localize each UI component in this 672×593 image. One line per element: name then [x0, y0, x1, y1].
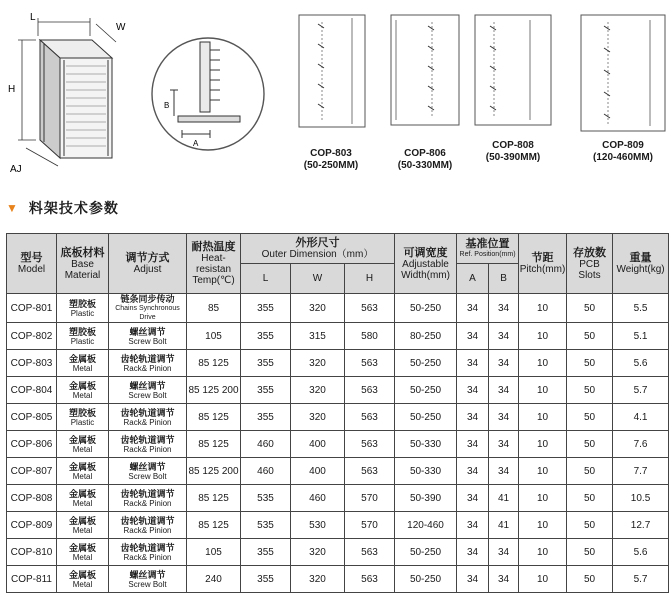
cell-b: 34: [489, 431, 519, 458]
adjust-cn: 齿轮轨道调节: [120, 407, 175, 418]
table-row: [7, 485, 669, 512]
cell-b: 34: [489, 377, 519, 404]
cell-b: 34: [489, 566, 519, 593]
adjust-en: Rack& Pinion: [123, 525, 172, 535]
cell-slots: 50: [567, 350, 613, 377]
cell-slots: 50: [567, 458, 613, 485]
adjust-en: Rack& Pinion: [123, 417, 172, 427]
material-en: Metal: [72, 471, 93, 481]
cell-heat: 85 125: [187, 350, 241, 377]
cell-l: 460: [241, 431, 291, 458]
cell-w: 460: [291, 485, 345, 512]
adjust-en: Rack& Pinion: [123, 552, 172, 562]
adjust-en: Screw Bolt: [128, 579, 167, 589]
cell-pitch: 10: [519, 431, 567, 458]
cell-a: 34: [457, 539, 489, 566]
material-cn: 金属板: [68, 515, 96, 526]
material-en: Metal: [72, 390, 93, 400]
variant-range: (50-390MM): [485, 152, 541, 163]
cell-heat: 105: [187, 323, 241, 350]
table-row: [7, 539, 669, 566]
cell-b: 34: [489, 323, 519, 350]
triangle-down-icon: ▼: [6, 201, 19, 215]
variant-range: (50-250MM): [303, 160, 359, 171]
variant-caption-4: [578, 140, 668, 164]
cell-model: COP-807: [7, 458, 57, 485]
cell-weight: 5.6: [613, 350, 669, 377]
cell-adjust: [109, 485, 187, 512]
material-en: Metal: [72, 363, 93, 373]
header-adjustable-width: 可调宽度 Adjustable Width(mm): [395, 234, 457, 294]
variant-name: COP-806: [404, 148, 446, 159]
cell-a: 34: [457, 431, 489, 458]
cell-h: 563: [345, 377, 395, 404]
cell-heat: 85 125 200: [187, 458, 241, 485]
cell-width: 50-250: [395, 566, 457, 593]
cell-slots: 50: [567, 323, 613, 350]
table-row: [7, 377, 669, 404]
header-pcb-slots: 存放数 PCB Slots: [567, 234, 613, 294]
cell-weight: 4.1: [613, 404, 669, 431]
cell-heat: 85 125: [187, 512, 241, 539]
adjust-en: Screw Bolt: [128, 390, 167, 400]
cell-width: 80-250: [395, 323, 457, 350]
variant-name: COP-809: [602, 140, 644, 151]
table-row: [7, 294, 669, 323]
material-en: Metal: [72, 552, 93, 562]
adjust-en: Rack& Pinion: [123, 363, 172, 373]
material-en: Plastic: [70, 417, 95, 427]
adjust-cn: 螺丝调节: [129, 326, 166, 337]
cell-material: [57, 377, 109, 404]
cell-width: 50-330: [395, 431, 457, 458]
cell-b: 34: [489, 404, 519, 431]
adjust-en: Rack& Pinion: [123, 498, 172, 508]
cell-l: 535: [241, 485, 291, 512]
cell-w: 320: [291, 294, 345, 323]
adjust-cn: 齿轮轨道调节: [120, 515, 175, 526]
cell-material: [57, 566, 109, 593]
material-cn: 塑胶板: [68, 326, 96, 337]
header-heat: 耐热温度 Heat-resistan Temp(℃): [187, 234, 241, 294]
spec-table-body: [7, 294, 669, 593]
header-w: W: [291, 264, 345, 294]
cell-width: 50-250: [395, 350, 457, 377]
cell-l: 355: [241, 539, 291, 566]
adjust-en: Chains Synchronous Drive: [115, 305, 180, 321]
cell-pitch: 10: [519, 404, 567, 431]
cell-h: 563: [345, 350, 395, 377]
cell-slots: 50: [567, 377, 613, 404]
cell-material: [57, 294, 109, 323]
cell-adjust: [109, 431, 187, 458]
material-en: Metal: [72, 444, 93, 454]
cell-model: COP-801: [7, 294, 57, 323]
cell-w: 320: [291, 377, 345, 404]
cell-h: 570: [345, 512, 395, 539]
cell-adjust: [109, 566, 187, 593]
cell-slots: 50: [567, 539, 613, 566]
cell-slots: 50: [567, 404, 613, 431]
cell-a: 34: [457, 512, 489, 539]
section-title-text: 料架技术参数: [28, 200, 119, 216]
cell-a: 34: [457, 566, 489, 593]
cell-model: COP-808: [7, 485, 57, 512]
cell-material: [57, 458, 109, 485]
material-cn: 金属板: [68, 488, 96, 499]
material-en: Metal: [72, 525, 93, 535]
header-outer-dimension: 外形尺寸 Outer Dimension（mm）: [241, 234, 395, 264]
cell-w: 530: [291, 512, 345, 539]
adjust-cn: 螺丝调节: [129, 569, 166, 580]
cell-pitch: 10: [519, 458, 567, 485]
cell-slots: 50: [567, 512, 613, 539]
cell-pitch: 10: [519, 485, 567, 512]
cell-width: 120-460: [395, 512, 457, 539]
adjust-cn: 齿轮轨道调节: [120, 488, 175, 499]
cell-weight: 5.7: [613, 566, 669, 593]
material-en: Plastic: [70, 308, 95, 318]
adjust-en: Screw Bolt: [128, 471, 167, 481]
cell-slots: 50: [567, 566, 613, 593]
variant-caption-2: [386, 148, 464, 172]
cell-material: [57, 512, 109, 539]
cell-a: 34: [457, 323, 489, 350]
table-row: [7, 458, 669, 485]
table-row: [7, 323, 669, 350]
cell-h: 563: [345, 431, 395, 458]
cell-h: 563: [345, 404, 395, 431]
cell-adjust: [109, 512, 187, 539]
header-h: H: [345, 264, 395, 294]
cell-model: COP-809: [7, 512, 57, 539]
cell-adjust: [109, 458, 187, 485]
cell-b: 41: [489, 512, 519, 539]
adjust-cn: 齿轮轨道调节: [120, 542, 175, 553]
dim-label-b: B: [164, 101, 170, 110]
variant-caption-1: [300, 148, 362, 172]
cell-w: 315: [291, 323, 345, 350]
cell-material: [57, 431, 109, 458]
cell-heat: 85 125: [187, 404, 241, 431]
material-cn: 金属板: [68, 542, 96, 553]
cell-a: 34: [457, 294, 489, 323]
cell-l: 355: [241, 323, 291, 350]
cell-l: 355: [241, 350, 291, 377]
cell-pitch: 10: [519, 323, 567, 350]
cell-l: 355: [241, 294, 291, 323]
header-weight: 重量 Weight(kg): [613, 234, 669, 294]
cell-material: [57, 350, 109, 377]
section-heading: [6, 198, 119, 218]
cell-material: [57, 485, 109, 512]
table-row: [7, 404, 669, 431]
adjust-cn: 齿轮轨道调节: [120, 434, 175, 445]
header-ref-position: 基准位置 Ref. Position(mm): [457, 234, 519, 264]
cell-heat: 85 125: [187, 431, 241, 458]
cell-material: [57, 404, 109, 431]
adjust-en: Screw Bolt: [128, 336, 167, 346]
cell-model: COP-805: [7, 404, 57, 431]
cell-w: 400: [291, 431, 345, 458]
cell-model: COP-811: [7, 566, 57, 593]
cell-pitch: 10: [519, 566, 567, 593]
cell-h: 563: [345, 539, 395, 566]
cell-slots: 50: [567, 431, 613, 458]
header-b: B: [489, 264, 519, 294]
material-en: Plastic: [70, 336, 95, 346]
material-cn: 塑胶板: [68, 407, 96, 418]
variant-frame-4: [580, 14, 666, 132]
cell-pitch: 10: [519, 377, 567, 404]
cell-slots: 50: [567, 294, 613, 323]
cell-b: 34: [489, 350, 519, 377]
cell-w: 320: [291, 566, 345, 593]
table-row: [7, 431, 669, 458]
cell-h: 580: [345, 323, 395, 350]
cell-width: 50-250: [395, 404, 457, 431]
dim-label-h: H: [8, 84, 16, 95]
cell-heat: 85 125 200: [187, 377, 241, 404]
cell-w: 320: [291, 539, 345, 566]
cell-adjust: [109, 539, 187, 566]
header-model: 型号 Model: [7, 234, 57, 294]
cell-b: 34: [489, 458, 519, 485]
variant-caption-3: [474, 140, 552, 164]
cell-adjust: [109, 350, 187, 377]
cell-weight: 10.5: [613, 485, 669, 512]
cell-h: 570: [345, 485, 395, 512]
adjust-cn: 螺丝调节: [129, 461, 166, 472]
material-en: Metal: [72, 498, 93, 508]
cell-model: COP-802: [7, 323, 57, 350]
adjust-cn: 链条同步传动: [120, 294, 175, 304]
variant-name: COP-808: [492, 140, 534, 151]
cell-heat: 105: [187, 539, 241, 566]
ref-position-detail-diagram: [148, 30, 268, 160]
cell-l: 535: [241, 512, 291, 539]
cell-heat: 240: [187, 566, 241, 593]
cell-weight: 5.1: [613, 323, 669, 350]
variant-range: (120-460MM): [592, 152, 654, 163]
cell-width: 50-250: [395, 377, 457, 404]
variant-frame-3: [474, 14, 552, 126]
cell-h: 563: [345, 458, 395, 485]
material-en: Metal: [72, 579, 93, 589]
adjust-en: Rack& Pinion: [123, 444, 172, 454]
material-cn: 金属板: [68, 569, 96, 580]
cell-weight: 7.6: [613, 431, 669, 458]
cell-heat: 85 125: [187, 485, 241, 512]
cell-pitch: 10: [519, 294, 567, 323]
cell-b: 34: [489, 294, 519, 323]
cell-h: 563: [345, 294, 395, 323]
cell-weight: 5.7: [613, 377, 669, 404]
material-cn: 塑胶板: [68, 298, 96, 309]
header-material: 底板材料 Base Material: [57, 234, 109, 294]
cell-adjust: [109, 294, 187, 323]
cell-weight: 12.7: [613, 512, 669, 539]
table-row: [7, 350, 669, 377]
cell-a: 34: [457, 458, 489, 485]
material-cn: 金属板: [68, 434, 96, 445]
header-a: A: [457, 264, 489, 294]
cell-pitch: 10: [519, 512, 567, 539]
cell-pitch: 10: [519, 539, 567, 566]
material-cn: 金属板: [68, 353, 96, 364]
cell-heat: 85: [187, 294, 241, 323]
header-l: L: [241, 264, 291, 294]
cell-l: 355: [241, 377, 291, 404]
spec-table: [6, 233, 669, 593]
cell-a: 34: [457, 350, 489, 377]
header-adjust: 调节方式 Adjust: [109, 234, 187, 294]
cell-a: 34: [457, 404, 489, 431]
variant-frame-1: [298, 14, 366, 128]
cell-w: 400: [291, 458, 345, 485]
cell-w: 320: [291, 404, 345, 431]
cell-b: 34: [489, 539, 519, 566]
cell-weight: 7.7: [613, 458, 669, 485]
cell-model: COP-804: [7, 377, 57, 404]
cell-width: 50-330: [395, 458, 457, 485]
variant-range: (50-330MM): [397, 160, 453, 171]
adjust-cn: 螺丝调节: [129, 380, 166, 391]
cell-a: 34: [457, 485, 489, 512]
dim-label-w: W: [116, 22, 126, 33]
material-cn: 金属板: [68, 380, 96, 391]
figure-row: [0, 0, 672, 192]
adjust-cn: 齿轮轨道调节: [120, 353, 175, 364]
variant-name: COP-803: [310, 148, 352, 159]
cell-width: 50-250: [395, 539, 457, 566]
cell-pitch: 10: [519, 350, 567, 377]
cell-a: 34: [457, 377, 489, 404]
cell-l: 355: [241, 566, 291, 593]
cell-model: COP-810: [7, 539, 57, 566]
cell-adjust: [109, 377, 187, 404]
cell-weight: 5.6: [613, 539, 669, 566]
cell-w: 320: [291, 350, 345, 377]
table-row: [7, 566, 669, 593]
dim-label-a: A: [193, 139, 199, 148]
cell-adjust: [109, 404, 187, 431]
cell-l: 460: [241, 458, 291, 485]
cell-material: [57, 323, 109, 350]
cell-model: COP-806: [7, 431, 57, 458]
material-cn: 金属板: [68, 461, 96, 472]
cell-l: 355: [241, 404, 291, 431]
cell-width: 50-250: [395, 294, 457, 323]
cell-model: COP-803: [7, 350, 57, 377]
cell-width: 50-390: [395, 485, 457, 512]
cell-adjust: [109, 323, 187, 350]
rack-isometric-diagram: [0, 0, 140, 185]
cell-b: 41: [489, 485, 519, 512]
dim-label-aj: AJ: [10, 164, 22, 175]
header-pitch: 节距 Pitch(mm): [519, 234, 567, 294]
cell-material: [57, 539, 109, 566]
dim-label-l: L: [30, 12, 36, 23]
table-row: [7, 512, 669, 539]
cell-slots: 50: [567, 485, 613, 512]
cell-weight: 5.5: [613, 294, 669, 323]
variant-frame-2: [390, 14, 460, 126]
cell-h: 563: [345, 566, 395, 593]
